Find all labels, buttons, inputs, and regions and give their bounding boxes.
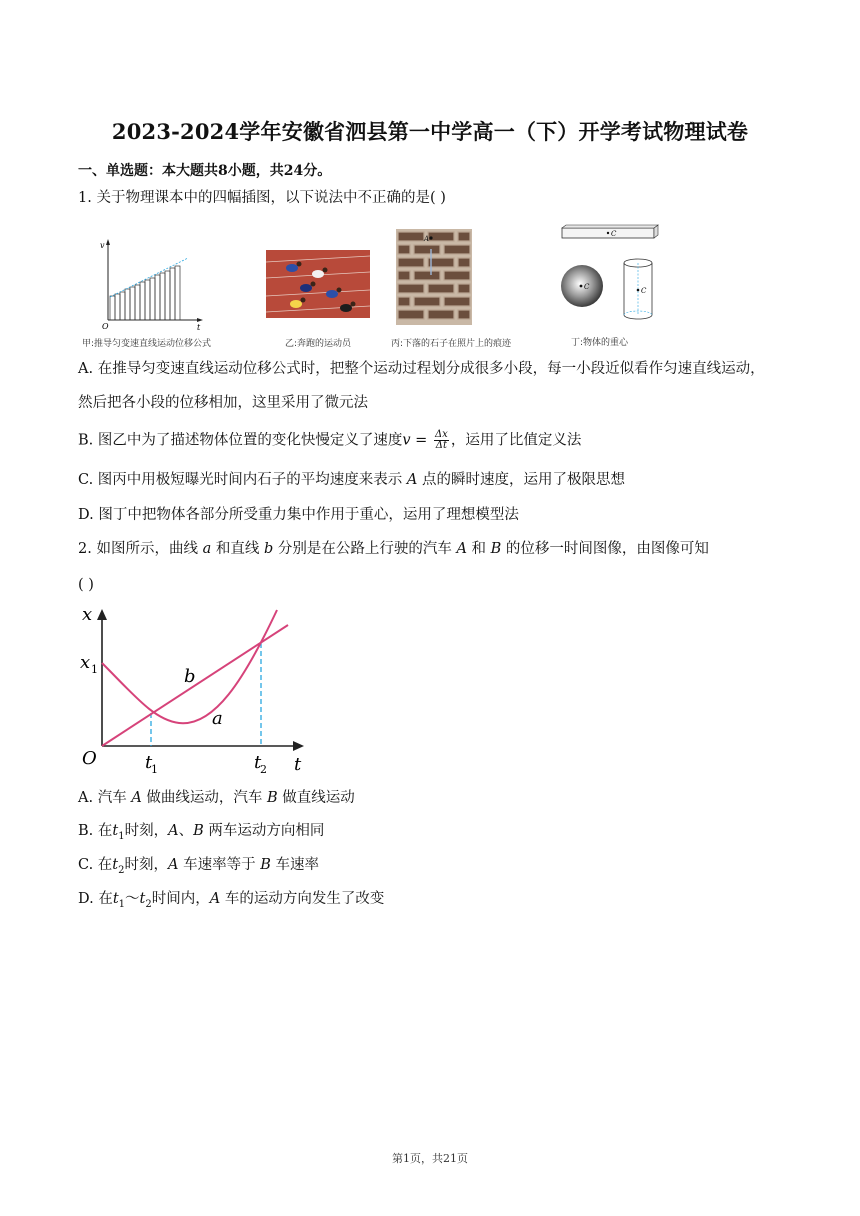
label-a: a bbox=[212, 708, 223, 729]
figure-jia-vt-graph bbox=[96, 236, 206, 332]
figure-xt-graph bbox=[74, 600, 314, 778]
t1-label: t bbox=[145, 752, 153, 773]
origin-label: O bbox=[102, 322, 109, 331]
x1-subscript: 1 bbox=[91, 663, 98, 676]
label-b: b bbox=[184, 666, 196, 687]
x1-label: x bbox=[80, 652, 91, 673]
y-axis-label: x bbox=[82, 604, 93, 625]
q2-stem: 2. 如图所示，曲线 a 和直线 b 分别是在公路上行驶的汽车 A 和 B 的位移一时间图像，由图像可知 bbox=[78, 541, 709, 557]
point-a-label: A bbox=[424, 235, 430, 243]
q1-option-c: C. 图丙中用极短曝光时间内石子的平均速度来表示 A 点的瞬时速度，运用了极限思想 bbox=[78, 472, 625, 488]
q1-option-a-line2: 然后把各小段的位移相加，这里采用了微元法 bbox=[78, 395, 368, 411]
q1-option-a-line1: A. 在推导匀变速直线运动位移公式时，把整个运动过程划分成很多小段，每一小段近似看作匀速直线运动， bbox=[78, 361, 765, 377]
figure-bing-brick-wall bbox=[396, 229, 472, 325]
caption-yi: 乙:奔跑的运动员 bbox=[285, 339, 352, 349]
q2-option-b: B. 在$t_1$时刻，A、B 两车运动方向相同 bbox=[78, 823, 325, 842]
figure-ding-center-of-gravity bbox=[556, 222, 668, 326]
caption-bing: 丙:下落的石子在照片上的痕迹 bbox=[391, 339, 512, 349]
caption-ding: 丁:物体的重心 bbox=[571, 338, 629, 348]
origin-label: O bbox=[82, 748, 97, 769]
q2-option-d: D. 在$t_1\sim t_2$时间内，A 车的运动方向发生了改变 bbox=[78, 891, 385, 910]
q1-stem: 1. 关于物理课本中的四幅插图，以下说法中不正确的是( ) bbox=[78, 190, 446, 206]
axis-v-label: v bbox=[100, 241, 105, 250]
t2-label: t bbox=[254, 752, 262, 773]
exam-title: 2023-2024学年安徽省泗县第一中学高一（下）开学考试物理试卷 bbox=[111, 119, 749, 144]
q1-option-b: B. 图乙中为了描述物体位置的变化快慢定义了速度v = $\frac{\Delta x}{\Delta t}$ ，运用了比值定义法 bbox=[78, 429, 582, 451]
axis-t-label: t bbox=[197, 323, 201, 332]
page-footer: 第1页，共21页 bbox=[392, 1152, 468, 1165]
q2-option-a: A. 汽车 A 做曲线运动，汽车 B 做直线运动 bbox=[78, 790, 355, 806]
q1-option-d: D. 图丁中把物体各部分所受重力集中作用于重心，运用了理想模型法 bbox=[78, 507, 519, 523]
point-c-label-sphere: C bbox=[584, 283, 590, 291]
t1-subscript: 1 bbox=[151, 763, 158, 776]
point-c-label-cylinder: C bbox=[641, 287, 647, 295]
figure-yi-runners-photo bbox=[266, 250, 370, 318]
section-heading: 一、单选题：本大题共8小题，共24分。 bbox=[78, 163, 332, 179]
q2-option-c: C. 在$t_2$时刻，A 车速率等于 B 车速率 bbox=[78, 857, 319, 876]
fraction-dx-dt: $\frac{\Delta x}{\Delta t}$ bbox=[434, 429, 448, 451]
x-axis-label: t bbox=[294, 754, 302, 775]
q2-answer-paren: ( ) bbox=[78, 577, 94, 593]
t2-subscript: 2 bbox=[260, 763, 267, 776]
point-c-label-bar: C bbox=[611, 230, 617, 238]
caption-jia: 甲:推导匀变速直线运动位移公式 bbox=[82, 339, 212, 349]
var-v: v bbox=[402, 432, 411, 449]
